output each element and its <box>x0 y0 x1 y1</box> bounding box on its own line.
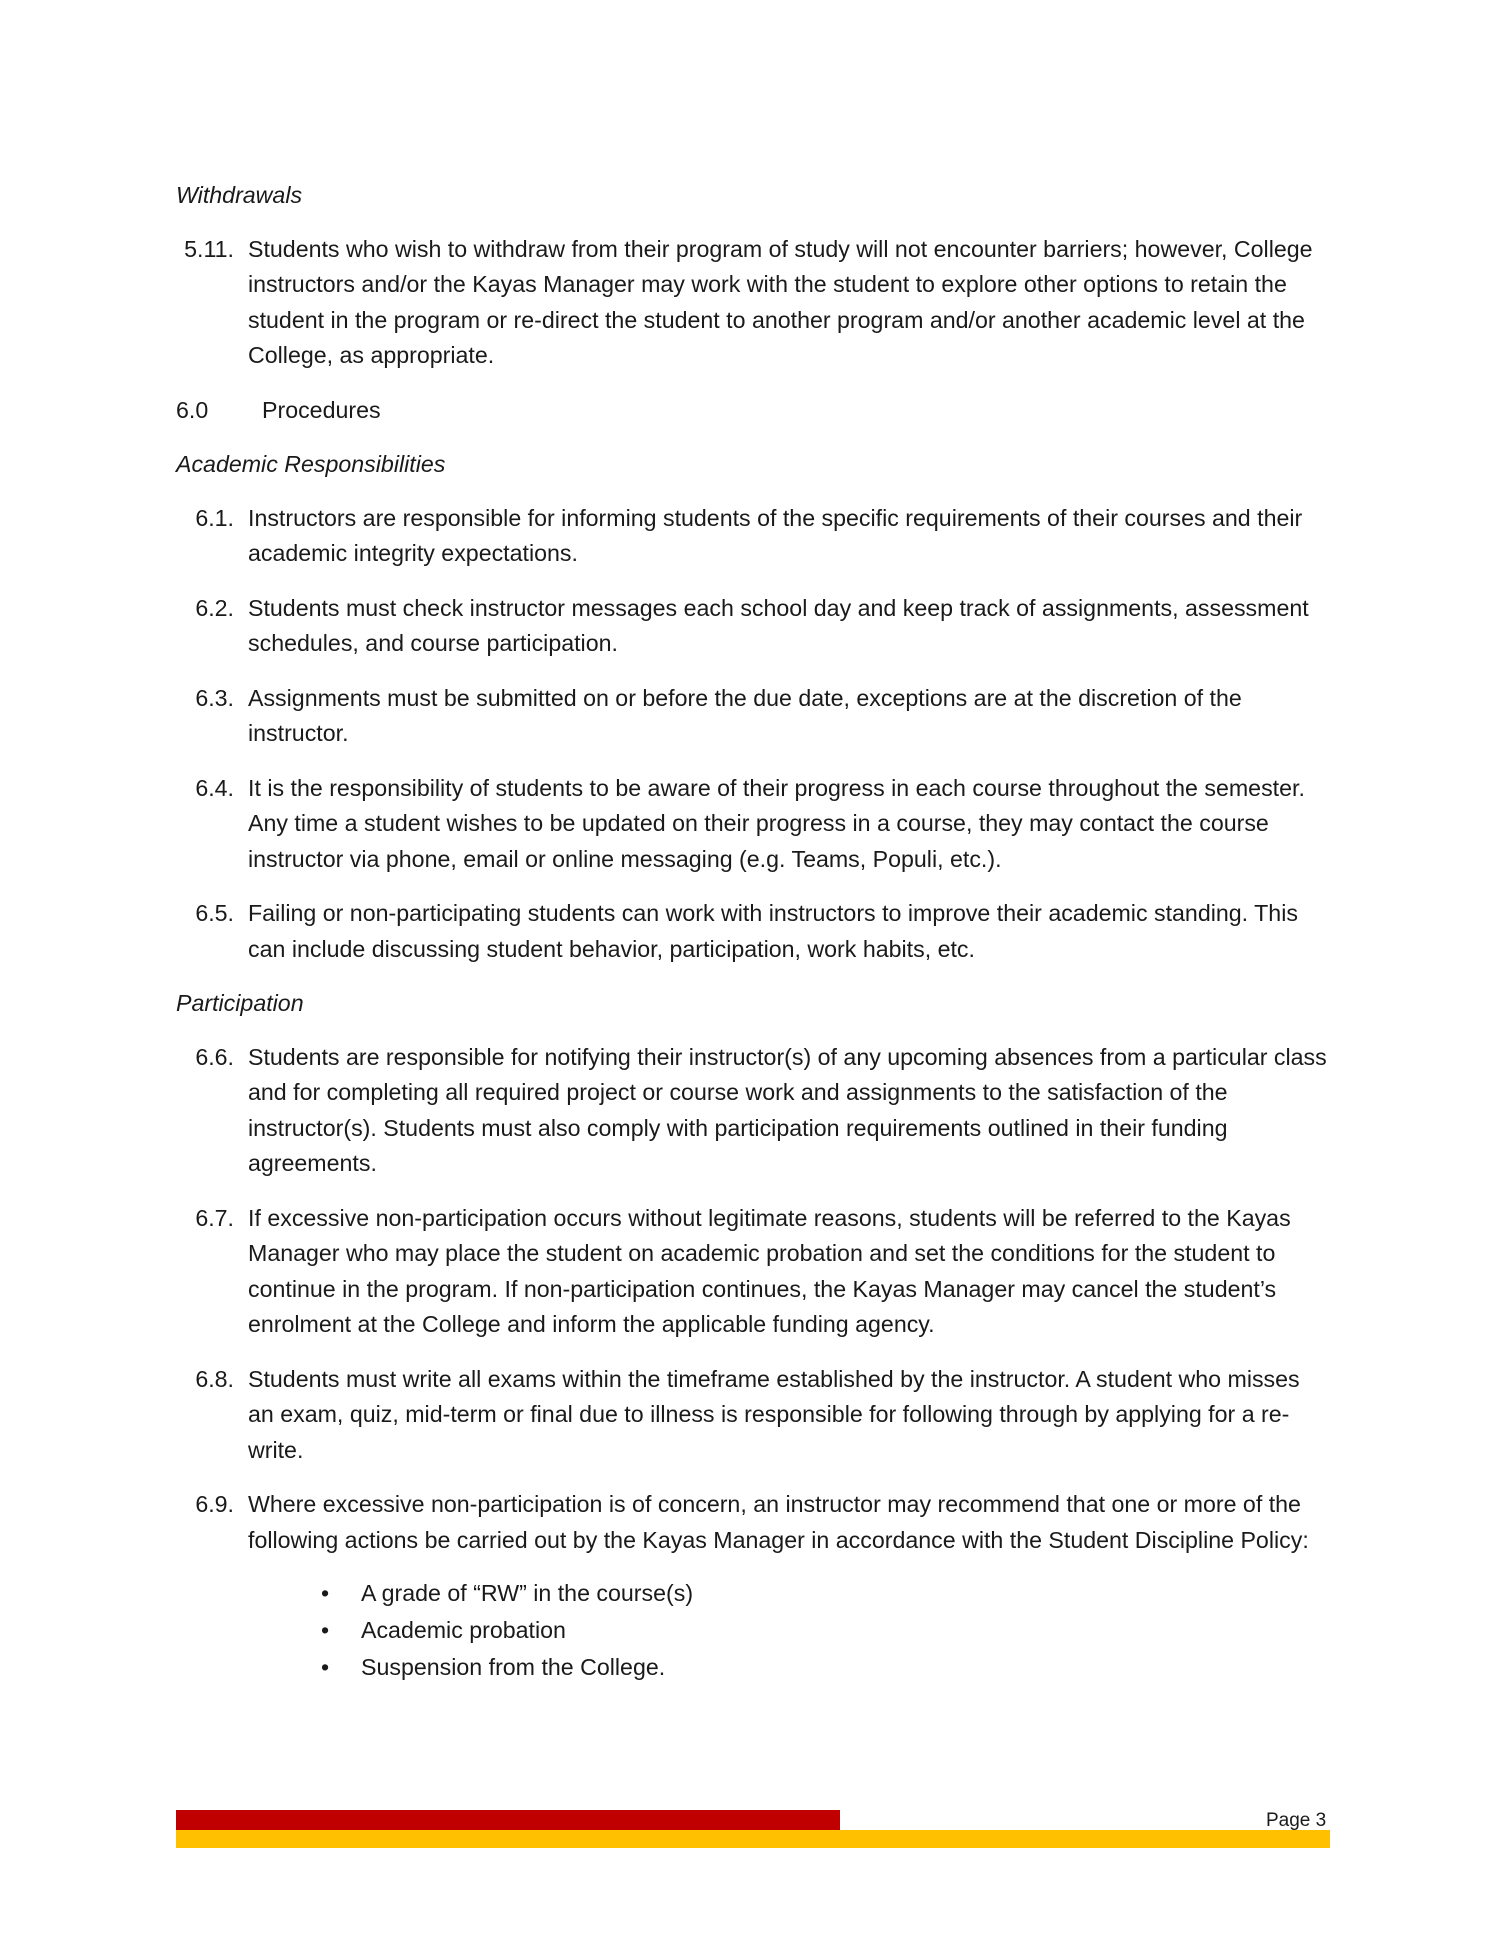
list-item <box>176 501 1336 572</box>
bullet-item <box>321 1612 1336 1649</box>
section-heading <box>176 393 1336 429</box>
item-text: Where excessive non-participation is of concern, an instructor may recommend that one or more of the following actions be carried out by the Kayas Manager in accordance with the Student Discipline Policy: <box>248 1491 1309 1553</box>
item-number: 6.4. <box>195 774 234 801</box>
item-text: Students who wish to withdraw from their program of study will not encounter barriers; however, College instructors and/or the Kayas Manager may work with the student to explore other options to retain the student in the program or re-direct the student to another program and/or another academic level at the College, as appropriate. <box>248 235 1313 368</box>
item-text: Students must write all exams within the timeframe established by the instructor. A student who misses an exam, quiz, mid-term or final due to illness is responsible for following through by applying for a re-write. <box>248 1365 1300 1463</box>
academic-responsibilities-heading: Academic Responsibilities <box>176 451 446 477</box>
item-number: 6.3. <box>195 684 234 711</box>
item-text: Failing or non-participating students can work with instructors to improve their academic standing. This can include discussing student behavior, participation, work habits, etc. <box>248 900 1298 962</box>
participation-heading: Participation <box>176 990 304 1016</box>
item-number: 6.7. <box>195 1204 234 1231</box>
item-number: 6.8. <box>195 1365 234 1392</box>
document-body <box>176 178 1336 1686</box>
bullet-item <box>321 1649 1336 1686</box>
item-number: 5.11. <box>184 235 234 262</box>
list-item <box>176 232 1336 374</box>
bullet-item <box>321 1575 1336 1612</box>
item-number: 6.9. <box>195 1491 234 1517</box>
list-item <box>176 1040 1336 1182</box>
list-item <box>176 681 1336 752</box>
item-text: Assignments must be submitted on or before the due date, exceptions are at the discretion of the instructor. <box>248 684 1242 746</box>
item-text: Instructors are responsible for informing students of the specific requirements of their courses and their academic integrity expectations. <box>248 504 1303 566</box>
list-item <box>176 1487 1336 1558</box>
list-item <box>176 1362 1336 1469</box>
section-number: 6.0 <box>176 396 209 423</box>
item-number: 6.1. <box>195 504 234 531</box>
footer-red-bar <box>176 1810 840 1830</box>
item-text: It is the responsibility of students to be aware of their progress in each course throughout the semester. Any time a student wishes to be updated on their progress in a course, they may contact the course instructor via phone, email or online messaging (e.g. Teams, Populi, etc.). <box>248 774 1305 872</box>
item-number: 6.6. <box>195 1043 234 1070</box>
item-number: 6.2. <box>195 594 234 621</box>
actions-bullet-list <box>176 1575 1336 1686</box>
list-item <box>176 591 1336 662</box>
item-text: Students are responsible for notifying their instructor(s) of any upcoming absences from a particular class and for completing all required project or course work and assignments to the satisfaction of the instructor(s). Students must also comply with participation requirements outlined in their funding agreements. <box>248 1043 1327 1176</box>
footer-yellow-bar <box>176 1830 1330 1848</box>
list-item <box>176 896 1336 967</box>
bullet-text: Suspension from the College. <box>361 1654 666 1680</box>
list-item <box>176 1201 1336 1343</box>
item-number: 6.5. <box>195 900 234 926</box>
list-item <box>176 771 1336 878</box>
section-title: Procedures <box>262 396 381 423</box>
bullet-text: A grade of “RW” in the course(s) <box>361 1580 694 1606</box>
page-number: Page 3 <box>1266 1810 1327 1831</box>
bullet-icon: • <box>321 1580 330 1606</box>
withdrawals-heading: Withdrawals <box>176 182 303 208</box>
bullet-text: Academic probation <box>361 1617 566 1643</box>
bullet-icon: • <box>321 1617 330 1643</box>
item-text: Students must check instructor messages each school day and keep track of assignments, assessment schedules, and course participation. <box>248 594 1309 656</box>
item-text: If excessive non-participation occurs without legitimate reasons, students will be referred to the Kayas Manager who may place the student on academic probation and set the conditions for the student to continue in the program. If non-participation continues, the Kayas Manager may cancel the student’s enrolment at the College and inform the applicable funding agency. <box>248 1204 1291 1337</box>
bullet-icon: • <box>321 1654 330 1680</box>
